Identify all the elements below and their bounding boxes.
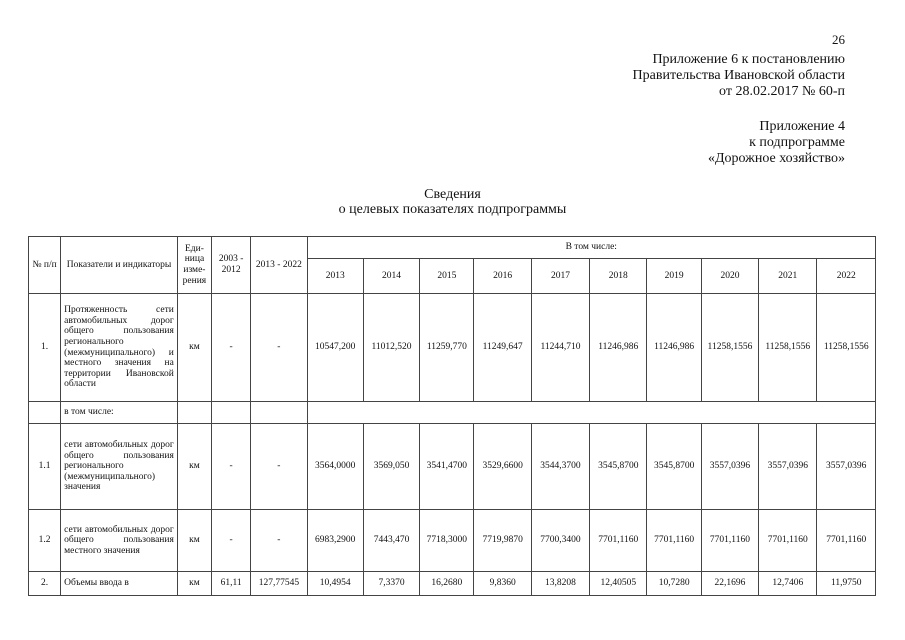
row-name: Объемы ввода в: [61, 572, 178, 596]
row-value: 7701,1160: [590, 510, 647, 572]
row-name: сети автомобильных дорог общего пользования регионального (межмуниципального) значения: [61, 424, 178, 510]
table-row: [29, 572, 876, 596]
row-value: 22,1696: [701, 572, 758, 596]
header-year: 2014: [363, 259, 419, 294]
row-num: 2.: [29, 572, 61, 596]
row-unit: км: [177, 294, 211, 402]
row-value: 11,9750: [817, 572, 876, 596]
row-period1: -: [212, 294, 251, 402]
row-period2: -: [251, 294, 307, 402]
appendix-main-line3: от 28.02.2017 № 60-п: [719, 84, 845, 99]
title-line2: о целевых показателях подпрограммы: [338, 202, 567, 217]
row-value: 3557,0396: [817, 424, 876, 510]
appendix-main-block: [633, 52, 845, 100]
row-value: 11012,520: [363, 294, 419, 402]
row-name: сети автомобильных дорог общего пользования местного значения: [61, 510, 178, 572]
empty-cell: [29, 402, 61, 424]
appendix-main-line2: Правительства Ивановской области: [632, 68, 845, 83]
row-value: 11258,1556: [701, 294, 758, 402]
row-period2: -: [251, 510, 307, 572]
row-value: 7718,3000: [420, 510, 474, 572]
empty-cell: [177, 402, 211, 424]
appendix-sub-line1: Приложение 4: [759, 119, 845, 134]
header-year: 2018: [590, 259, 647, 294]
table-row: [29, 424, 876, 510]
table-row: [29, 294, 876, 402]
row-value: 13,8208: [531, 572, 589, 596]
row-num: 1.1: [29, 424, 61, 510]
row-value: 7701,1160: [817, 510, 876, 572]
header-period-2003-2012: 2003 - 2012: [212, 237, 251, 294]
row-value: 3541,4700: [420, 424, 474, 510]
header-year: 2020: [701, 259, 758, 294]
header-year: 2022: [817, 259, 876, 294]
row-value: 12,40505: [590, 572, 647, 596]
row-value: 7701,1160: [759, 510, 817, 572]
header-year: 2017: [531, 259, 589, 294]
header-unit: Еди- ница изме- рения: [177, 237, 211, 294]
row-value: 7443,470: [363, 510, 419, 572]
header-period-2013-2022: 2013 - 2022: [251, 237, 307, 294]
row-value: 3529,6600: [474, 424, 531, 510]
header-year: 2016: [474, 259, 531, 294]
row-period1: 61,11: [212, 572, 251, 596]
row-value: 10547,200: [307, 294, 363, 402]
header-year: 2013: [307, 259, 363, 294]
row-period1: -: [212, 424, 251, 510]
row-value: 11249,647: [474, 294, 531, 402]
row-value: 6983,2900: [307, 510, 363, 572]
row-value: 3557,0396: [759, 424, 817, 510]
row-num: 1.2: [29, 510, 61, 572]
row-value: 10,4954: [307, 572, 363, 596]
row-value: 3569,050: [363, 424, 419, 510]
row-value: 11246,986: [647, 294, 701, 402]
row-period1: -: [212, 510, 251, 572]
row-value: 7701,1160: [701, 510, 758, 572]
table-row: [29, 510, 876, 572]
row-value: 3544,3700: [531, 424, 589, 510]
appendix-sub-block: [708, 119, 845, 167]
row-value: 11258,1556: [817, 294, 876, 402]
empty-cell: [212, 402, 251, 424]
empty-cell: [251, 402, 307, 424]
indicators-table: [28, 236, 876, 596]
row-value: 7701,1160: [647, 510, 701, 572]
page-number: 26: [832, 32, 845, 47]
subheader-label: в том числе:: [61, 402, 178, 424]
row-value: 11259,770: [420, 294, 474, 402]
row-value: 11246,986: [590, 294, 647, 402]
row-unit: км: [177, 572, 211, 596]
header-name: Показатели и индикаторы: [61, 237, 178, 294]
table-row-subheader: [29, 402, 876, 424]
row-period2: 127,77545: [251, 572, 307, 596]
row-value: 3557,0396: [701, 424, 758, 510]
header-year: 2015: [420, 259, 474, 294]
row-value: 10,7280: [647, 572, 701, 596]
row-value: 7,3370: [363, 572, 419, 596]
row-value: 3564,0000: [307, 424, 363, 510]
row-value: 16,2680: [420, 572, 474, 596]
row-num: 1.: [29, 294, 61, 402]
appendix-sub-line3: «Дорожное хозяйство»: [707, 151, 845, 166]
header-year: 2019: [647, 259, 701, 294]
row-unit: км: [177, 510, 211, 572]
empty-cell: [307, 402, 875, 424]
title-line1: Сведения: [424, 187, 481, 202]
header-including: В том числе:: [307, 237, 875, 259]
row-value: 9,8360: [474, 572, 531, 596]
row-value: 11258,1556: [759, 294, 817, 402]
document-title: [0, 187, 905, 217]
header-year: 2021: [759, 259, 817, 294]
row-name: Протяженность сети автомобильных дорог общего пользования регионального (межмуниципального) и местного значения на территории Ивановской области: [61, 294, 178, 402]
row-value: 7700,3400: [531, 510, 589, 572]
row-unit: км: [177, 424, 211, 510]
row-period2: -: [251, 424, 307, 510]
row-value: 12,7406: [759, 572, 817, 596]
row-value: 7719,9870: [474, 510, 531, 572]
appendix-sub-line2: к подпрограмме: [749, 135, 845, 150]
row-value: 3545,8700: [590, 424, 647, 510]
row-value: 11244,710: [531, 294, 589, 402]
appendix-main-line1: Приложение 6 к постановлению: [652, 52, 845, 67]
header-num: № п/п: [29, 237, 61, 294]
row-value: 3545,8700: [647, 424, 701, 510]
